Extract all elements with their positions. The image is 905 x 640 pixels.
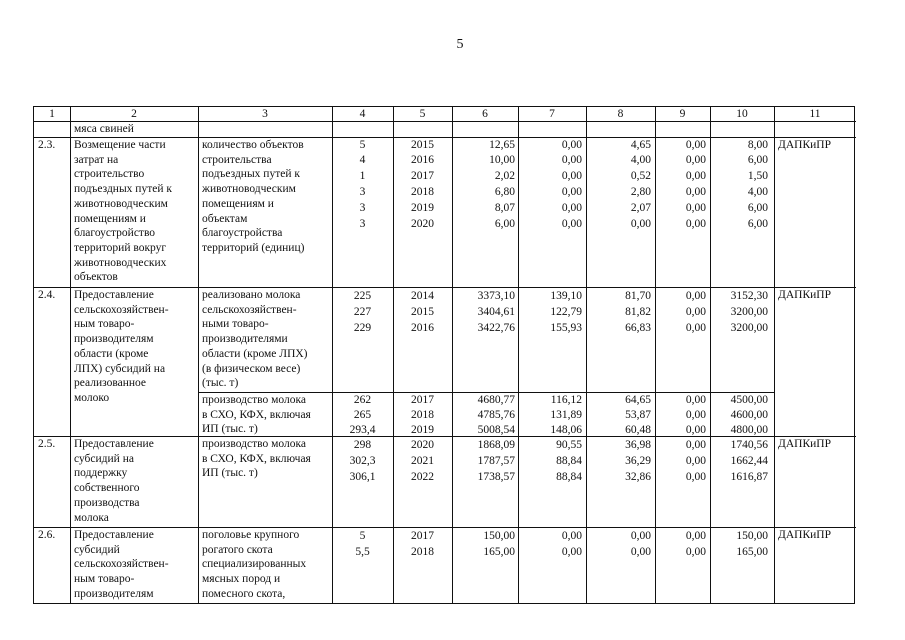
indicator-text: реализовано молока сельскохозяйствен- ными товаро- производителями области (кроме ЛПХ) (в физическом весе) (тыс. т) (202, 289, 308, 390)
value-cell: 2,02 (494, 170, 515, 182)
value-cell: 4,65 (630, 139, 651, 151)
value-cell: 81,70 (625, 290, 651, 302)
value-cell: 64,65 (625, 394, 651, 406)
value-cell: 81,82 (625, 306, 651, 318)
value-cell: 4680,77 (477, 394, 515, 406)
value-cell: 298 (353, 439, 372, 451)
value-cell: 3 (359, 202, 366, 214)
value-cell: 0,00 (561, 530, 582, 542)
value-cell: 32,86 (625, 471, 651, 483)
value-cell: 2,07 (630, 202, 651, 214)
row-number: 2.3. (38, 139, 56, 151)
value-cell: 150,00 (736, 530, 768, 542)
value-cell: 0,00 (630, 530, 651, 542)
header-cell: 5 (419, 108, 426, 120)
value-cell: 302,3 (349, 455, 376, 467)
value-cell: 6,00 (747, 218, 768, 230)
header-cell: 9 (679, 108, 686, 120)
value-cell: 1740,56 (730, 439, 768, 451)
value-cell: 3152,30 (730, 290, 768, 302)
indicator-text: количество объектов строительства подъездных путей к животноводческим помещениям и объектам благоустройства территорий (единиц) (202, 139, 305, 254)
value-cell: 0,00 (685, 394, 706, 406)
value-cell: 0,00 (561, 154, 582, 166)
event-name: Предоставление субсидий сельскохозяйствен- ным товаро- производителям (74, 529, 169, 600)
value-cell: 5 (359, 530, 366, 542)
event-name: Возмещение части затрат на строительство подъездных путей к животноводческим помещениям и благоустройство территорий вокруг животноводческих объектов (74, 139, 172, 284)
value-cell: 2015 (411, 139, 434, 151)
value-cell: 3404,61 (477, 306, 515, 318)
value-cell: 88,84 (556, 471, 582, 483)
col-divider (70, 107, 71, 603)
value-cell: 2016 (411, 322, 434, 334)
value-cell: 0,00 (685, 530, 706, 542)
value-cell: 0,00 (685, 186, 706, 198)
value-cell: 2018 (411, 546, 434, 558)
value-cell: 2018 (411, 186, 434, 198)
value-cell: 4600,00 (730, 409, 768, 421)
value-cell: 0,00 (630, 546, 651, 558)
value-cell: 0,00 (561, 139, 582, 151)
value-cell: 2017 (411, 530, 434, 542)
value-cell: 5,5 (355, 546, 370, 558)
event-name: Предоставление сельскохозяйствен- ным товаро- производителям области (кроме ЛПХ) субсидий на реализованное молоко (74, 289, 169, 404)
value-cell: 4500,00 (730, 394, 768, 406)
value-cell: 1 (359, 170, 366, 182)
value-cell: 306,1 (349, 471, 376, 483)
value-cell: 0,00 (630, 218, 651, 230)
value-cell: 36,98 (625, 439, 651, 451)
value-cell: 0,52 (630, 170, 651, 182)
value-cell: 1738,57 (477, 471, 515, 483)
value-cell: 0,00 (685, 546, 706, 558)
col-divider (774, 107, 775, 603)
value-cell: 0,00 (561, 218, 582, 230)
value-cell: 2019 (411, 424, 434, 436)
carry-over-text: мяса свиней (74, 123, 134, 135)
value-cell: 1616,87 (730, 471, 768, 483)
header-cell: 8 (617, 108, 624, 120)
value-cell: 150,00 (483, 530, 515, 542)
value-cell: 1787,57 (477, 455, 515, 467)
value-cell: 8,00 (747, 139, 768, 151)
event-name: Предоставление субсидий на поддержку собственного производства молока (74, 438, 154, 524)
value-cell: 0,00 (685, 139, 706, 151)
header-cell: 11 (809, 108, 821, 120)
value-cell: 12,65 (489, 139, 515, 151)
value-cell: 0,00 (685, 424, 706, 436)
executor: ДАПКиПР (778, 139, 831, 151)
value-cell: 265 (353, 409, 372, 421)
page-number: 5 (456, 37, 464, 52)
value-cell: 0,00 (685, 455, 706, 467)
program-table (33, 106, 855, 604)
value-cell: 229 (353, 322, 372, 334)
header-cell: 6 (482, 108, 488, 120)
header-cell: 3 (262, 108, 268, 120)
value-cell: 116,12 (550, 394, 582, 406)
value-cell: 3200,00 (730, 306, 768, 318)
value-cell: 6,00 (747, 202, 768, 214)
header-cell: 4 (359, 108, 366, 120)
value-cell: 1662,44 (730, 455, 768, 467)
value-cell: 5 (359, 139, 366, 151)
value-cell: 3373,10 (477, 290, 515, 302)
value-cell: 131,89 (550, 409, 582, 421)
header-cell: 10 (736, 108, 748, 120)
value-cell: 0,00 (685, 290, 706, 302)
value-cell: 2020 (411, 218, 434, 230)
value-cell: 0,00 (685, 471, 706, 483)
indicator-text: производство молока в СХО, КФХ, включая ИП (тыс. т) (202, 438, 311, 480)
value-cell: 36,29 (625, 455, 651, 467)
indicator-text: поголовье крупного рогатого скота специализированных мясных пород и помесного скота, (202, 529, 307, 600)
value-cell: 0,00 (685, 439, 706, 451)
value-cell: 0,00 (685, 154, 706, 166)
value-cell: 2014 (411, 290, 434, 302)
value-cell: 4 (359, 154, 366, 166)
executor: ДАПКиПР (778, 529, 831, 541)
value-cell: 2019 (411, 202, 434, 214)
value-cell: 66,83 (625, 322, 651, 334)
value-cell: 0,00 (685, 322, 706, 334)
value-cell: 3200,00 (730, 322, 768, 334)
value-cell: 2021 (411, 455, 434, 467)
value-cell: 6,00 (494, 218, 515, 230)
value-cell: 4,00 (630, 154, 651, 166)
header-cell: 7 (549, 108, 555, 120)
executor: ДАПКиПР (778, 438, 831, 450)
value-cell: 2020 (411, 439, 434, 451)
row-number: 2.4. (38, 289, 56, 301)
value-cell: 0,00 (685, 306, 706, 318)
value-cell: 3422,76 (477, 322, 515, 334)
value-cell: 1868,09 (477, 439, 515, 451)
value-cell: 148,06 (550, 424, 582, 436)
value-cell: 227 (353, 306, 372, 318)
value-cell: 6,00 (747, 154, 768, 166)
value-cell: 90,55 (556, 439, 582, 451)
value-cell: 293,4 (349, 424, 376, 436)
value-cell: 2,80 (630, 186, 651, 198)
value-cell: 0,00 (561, 202, 582, 214)
value-cell: 4785,76 (477, 409, 515, 421)
value-cell: 0,00 (685, 409, 706, 421)
value-cell: 1,50 (747, 170, 768, 182)
value-cell: 262 (353, 394, 372, 406)
value-cell: 4800,00 (730, 424, 768, 436)
value-cell: 2015 (411, 306, 434, 318)
executor: ДАПКиПР (778, 289, 831, 301)
value-cell: 6,80 (494, 186, 515, 198)
value-cell: 0,00 (685, 218, 706, 230)
value-cell: 0,00 (685, 202, 706, 214)
value-cell: 10,00 (489, 154, 515, 166)
row-number: 2.6. (38, 529, 56, 541)
value-cell: 2018 (411, 409, 434, 421)
value-cell: 225 (353, 290, 372, 302)
value-cell: 4,00 (747, 186, 768, 198)
value-cell: 2016 (411, 154, 434, 166)
header-cell: 1 (49, 108, 55, 120)
value-cell: 2022 (411, 471, 434, 483)
value-cell: 53,87 (625, 409, 651, 421)
row-number: 2.5. (38, 438, 56, 450)
value-cell: 165,00 (736, 546, 768, 558)
value-cell: 165,00 (483, 546, 515, 558)
value-cell: 155,93 (550, 322, 582, 334)
value-cell: 0,00 (561, 546, 582, 558)
header-cell: 2 (131, 108, 137, 120)
value-cell: 139,10 (550, 290, 582, 302)
value-cell: 0,00 (561, 170, 582, 182)
value-cell: 122,79 (550, 306, 582, 318)
value-cell: 2017 (411, 394, 434, 406)
value-cell: 3 (359, 218, 366, 230)
value-cell: 60,48 (625, 424, 651, 436)
value-cell: 0,00 (561, 186, 582, 198)
value-cell: 0,00 (685, 170, 706, 182)
value-cell: 8,07 (494, 202, 515, 214)
value-cell: 3 (359, 186, 366, 198)
value-cell: 5008,54 (477, 424, 515, 436)
value-cell: 88,84 (556, 455, 582, 467)
col-divider (198, 107, 199, 603)
value-cell: 2017 (411, 170, 434, 182)
indicator-text: производство молока в СХО, КФХ, включая ИП (тыс. т) (202, 394, 311, 436)
